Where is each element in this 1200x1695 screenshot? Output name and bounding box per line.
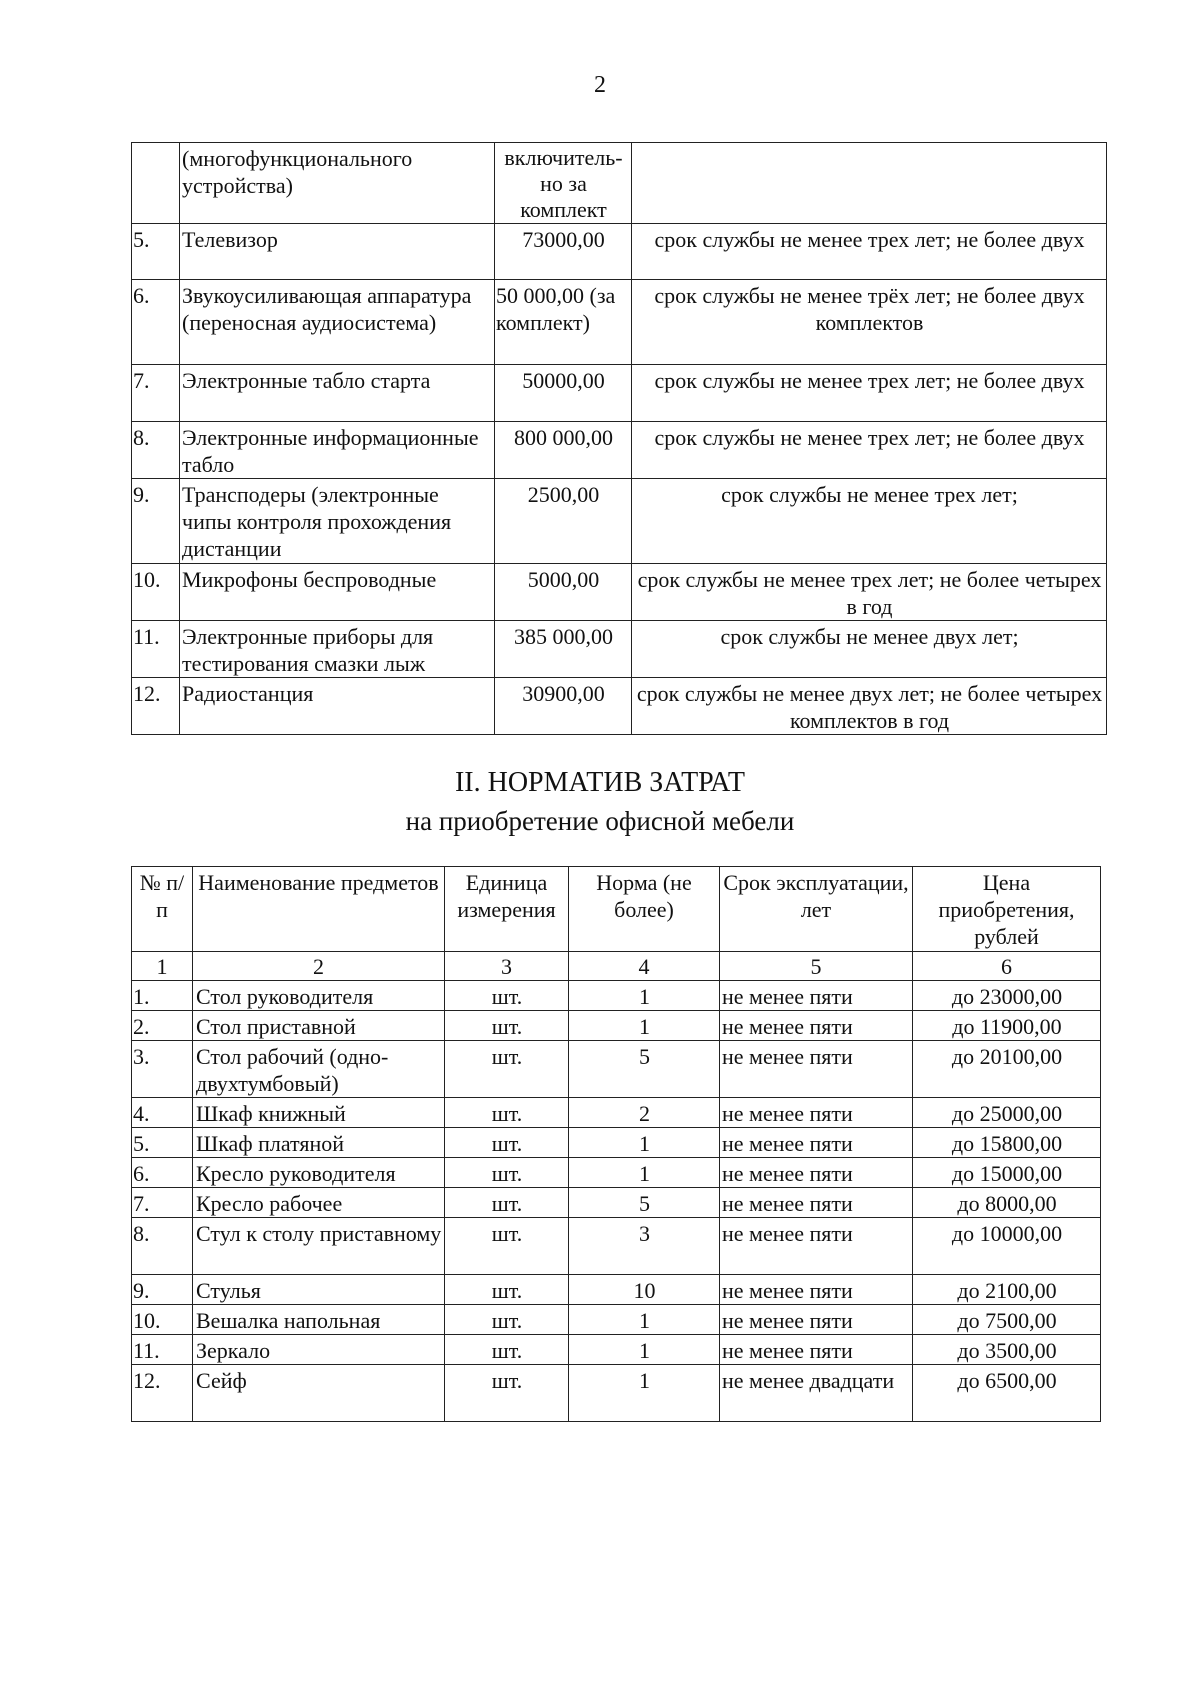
item-norm: 5	[569, 1041, 720, 1098]
row-number: 5.	[132, 1128, 193, 1158]
section-subtitle: на приобретение офисной мебели	[405, 806, 795, 836]
column-header: № п/п	[132, 867, 193, 952]
item-unit: шт.	[445, 1365, 569, 1422]
table-row	[132, 678, 1107, 735]
item-name: Электронные приборы для тестирования смазки лыж	[180, 621, 495, 678]
item-term: не менее пяти	[720, 981, 913, 1011]
table-row	[132, 365, 1107, 422]
item-price: до 15800,00	[913, 1128, 1101, 1158]
item-price: 50000,00	[495, 365, 632, 422]
item-name: Микрофоны беспроводные	[180, 564, 495, 621]
item-price: до 25000,00	[913, 1098, 1101, 1128]
row-number: 7.	[132, 365, 180, 422]
item-price: до 3500,00	[913, 1335, 1101, 1365]
column-header: Срок эксплуатации, лет	[720, 867, 913, 952]
row-number: 12.	[132, 1365, 193, 1422]
item-name: Вешалка напольная	[193, 1305, 445, 1335]
item-note: срок службы не менее двух лет;	[632, 621, 1107, 678]
item-name: Сейф	[193, 1365, 445, 1422]
item-name: Звукоусиливающая аппаратура (переносная аудиосистема)	[180, 280, 495, 365]
table-row	[132, 143, 1107, 224]
row-number: 8.	[132, 1218, 193, 1275]
item-term: не менее пяти	[720, 1011, 913, 1041]
item-name: Электронные табло старта	[180, 365, 495, 422]
table-row	[132, 422, 1107, 479]
item-price: 50 000,00 (за комплект)	[495, 280, 632, 365]
table-row	[132, 564, 1107, 621]
item-price: до 23000,00	[913, 981, 1101, 1011]
item-term: не менее пяти	[720, 1098, 913, 1128]
item-price: 2500,00	[495, 479, 632, 564]
item-term: не менее пяти	[720, 1041, 913, 1098]
item-price: до 8000,00	[913, 1188, 1101, 1218]
header-row	[132, 867, 1101, 952]
item-price: до 2100,00	[913, 1275, 1101, 1305]
column-header: Наименование предметов	[193, 867, 445, 952]
item-norm: 1	[569, 981, 720, 1011]
column-index: 5	[720, 952, 913, 981]
column-index-row	[132, 952, 1101, 981]
column-index: 3	[445, 952, 569, 981]
item-name: Стулья	[193, 1275, 445, 1305]
table-row	[132, 1275, 1101, 1305]
table-row	[132, 1128, 1101, 1158]
row-number: 12.	[132, 678, 180, 735]
row-number: 4.	[132, 1098, 193, 1128]
item-unit: шт.	[445, 1158, 569, 1188]
item-term: не менее пяти	[720, 1128, 913, 1158]
row-number: 11.	[132, 1335, 193, 1365]
item-unit: шт.	[445, 1188, 569, 1218]
row-number: 10.	[132, 1305, 193, 1335]
item-price: 30900,00	[495, 678, 632, 735]
column-header: Цена приобретения, рублей	[913, 867, 1101, 952]
item-norm: 1	[569, 1128, 720, 1158]
item-norm: 10	[569, 1275, 720, 1305]
item-unit: шт.	[445, 1128, 569, 1158]
item-name: Кресло рабочее	[193, 1188, 445, 1218]
item-term: не менее пяти	[720, 1305, 913, 1335]
item-note	[632, 143, 1107, 224]
item-unit: шт.	[445, 1275, 569, 1305]
item-price: 73000,00	[495, 224, 632, 280]
item-name: Телевизор	[180, 224, 495, 280]
table-row	[132, 1218, 1101, 1275]
item-note: срок службы не менее трёх лет; не более двух комплектов	[632, 280, 1107, 365]
row-number: 8.	[132, 422, 180, 479]
item-term: не менее пяти	[720, 1335, 913, 1365]
item-norm: 1	[569, 1158, 720, 1188]
row-number: 6.	[132, 1158, 193, 1188]
item-name: (многофункционального устройства)	[180, 143, 495, 224]
item-name: Шкаф платяной	[193, 1128, 445, 1158]
item-unit: шт.	[445, 981, 569, 1011]
column-index: 4	[569, 952, 720, 981]
column-header: Единица измерения	[445, 867, 569, 952]
row-number: 5.	[132, 224, 180, 280]
table-row	[132, 1365, 1101, 1422]
item-note: срок службы не менее трех лет; не более двух	[632, 365, 1107, 422]
item-note: срок службы не менее трех лет; не более четырех в год	[632, 564, 1107, 621]
item-norm: 2	[569, 1098, 720, 1128]
table-row	[132, 1305, 1101, 1335]
item-name: Электронные информационные табло	[180, 422, 495, 479]
item-price: до 6500,00	[913, 1365, 1101, 1422]
item-price: до 15000,00	[913, 1158, 1101, 1188]
page-number: 2	[594, 72, 606, 98]
table-row	[132, 224, 1107, 280]
table-row	[132, 479, 1107, 564]
table-row	[132, 1098, 1101, 1128]
item-unit: шт.	[445, 1218, 569, 1275]
table-row	[132, 1041, 1101, 1098]
item-unit: шт.	[445, 1011, 569, 1041]
item-term: не менее пяти	[720, 1188, 913, 1218]
item-term: не менее пяти	[720, 1158, 913, 1188]
table-row	[132, 981, 1101, 1011]
item-price: до 20100,00	[913, 1041, 1101, 1098]
item-unit: шт.	[445, 1041, 569, 1098]
row-number: 3.	[132, 1041, 193, 1098]
table-row	[132, 280, 1107, 365]
item-name: Стол приставной	[193, 1011, 445, 1041]
item-price: 385 000,00	[495, 621, 632, 678]
item-price: 800 000,00	[495, 422, 632, 479]
equipment-table	[131, 142, 1107, 735]
table-row	[132, 1158, 1101, 1188]
row-number: 7.	[132, 1188, 193, 1218]
item-price: до 7500,00	[913, 1305, 1101, 1335]
column-index: 1	[132, 952, 193, 981]
item-unit: шт.	[445, 1335, 569, 1365]
item-term: не менее пяти	[720, 1275, 913, 1305]
item-price: включитель-но за комплект	[495, 143, 632, 224]
item-name: Стул к столу приставному	[193, 1218, 445, 1275]
item-norm: 5	[569, 1188, 720, 1218]
item-note: срок службы не менее трех лет; не более двух	[632, 422, 1107, 479]
item-note: срок службы не менее двух лет; не более четырех комплектов в год	[632, 678, 1107, 735]
row-number: 9.	[132, 1275, 193, 1305]
column-index: 6	[913, 952, 1101, 981]
column-header: Норма (не более)	[569, 867, 720, 952]
row-number: 2.	[132, 1011, 193, 1041]
row-number: 6.	[132, 280, 180, 365]
item-norm: 1	[569, 1011, 720, 1041]
column-index: 2	[193, 952, 445, 981]
item-price: до 11900,00	[913, 1011, 1101, 1041]
item-term: не менее двадцати	[720, 1365, 913, 1422]
row-number: 10.	[132, 564, 180, 621]
item-term: не менее пяти	[720, 1218, 913, 1275]
table-row	[132, 621, 1107, 678]
item-price: 5000,00	[495, 564, 632, 621]
row-number: 11.	[132, 621, 180, 678]
item-norm: 1	[569, 1305, 720, 1335]
item-name: Зеркало	[193, 1335, 445, 1365]
item-note: срок службы не менее трех лет; не более двух	[632, 224, 1107, 280]
item-norm: 1	[569, 1335, 720, 1365]
item-name: Шкаф книжный	[193, 1098, 445, 1128]
item-name: Радиостанция	[180, 678, 495, 735]
table-row	[132, 1335, 1101, 1365]
item-name: Транcподеры (электронные чипы контроля прохождения дистанции	[180, 479, 495, 564]
table-row	[132, 1011, 1101, 1041]
item-price: до 10000,00	[913, 1218, 1101, 1275]
section-title: II. НОРМАТИВ ЗАТРАТ	[454, 767, 746, 798]
item-norm: 1	[569, 1365, 720, 1422]
item-unit: шт.	[445, 1305, 569, 1335]
row-number	[132, 143, 180, 224]
item-name: Кресло руководителя	[193, 1158, 445, 1188]
row-number: 9.	[132, 479, 180, 564]
item-name: Стол рабочий (одно-двухтумбовый)	[193, 1041, 445, 1098]
item-unit: шт.	[445, 1098, 569, 1128]
item-name: Стол руководителя	[193, 981, 445, 1011]
furniture-table	[131, 866, 1101, 1422]
item-norm: 3	[569, 1218, 720, 1275]
table-row	[132, 1188, 1101, 1218]
row-number: 1.	[132, 981, 193, 1011]
item-note: срок службы не менее трех лет;	[632, 479, 1107, 564]
